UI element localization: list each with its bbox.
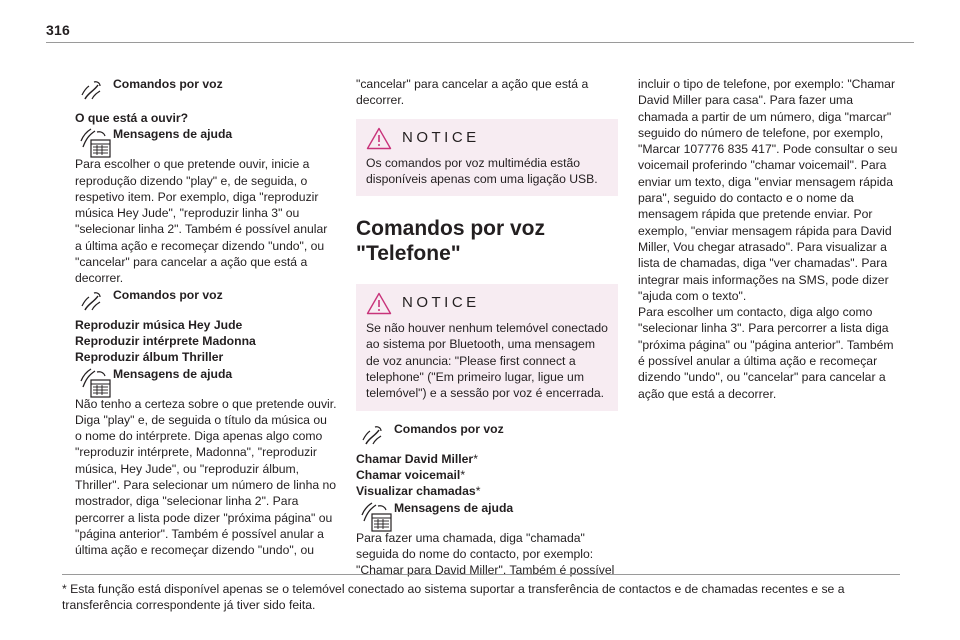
voice-commands-label: Comandos por voz [394, 421, 504, 436]
voice-command-icon [79, 289, 103, 313]
voice-commands-label: Comandos por voz [113, 77, 223, 91]
warning-icon [366, 127, 392, 150]
help-messages-label: Mensagens de ajuda [113, 127, 233, 142]
voice-command-icon [360, 423, 384, 447]
command-example: Reproduzir música Hey Jude [75, 317, 243, 332]
notice-box [356, 119, 618, 197]
voice-commands-header [75, 76, 337, 100]
help-messages-label: Mensagens de ajuda [113, 366, 233, 381]
command-example [356, 467, 618, 483]
help-text: Para fazer uma chamada, diga "chamada" seguida do nome do contacto, por exemplo: "Chamar para David Miller". Também é possível [356, 530, 615, 578]
notice-title: NOTICE [402, 294, 480, 312]
header-rule [46, 42, 914, 43]
help-message-icon [77, 367, 113, 399]
notice-box [356, 284, 618, 410]
footnote-mark: * [475, 484, 481, 499]
command-example: Reproduzir álbum Thriller [75, 350, 224, 365]
footnote-mark: * [460, 467, 466, 482]
command-example [356, 451, 618, 467]
help-messages-header [75, 126, 337, 156]
question-text: O que está a ouvir? [75, 111, 189, 125]
column-1 [75, 76, 337, 559]
help-text-1: Para escolher o que pretende ouvir, inicie a reprodução dizendo "play" e, de seguida, o respetivo item. Por exemplo, diga "reproduzir música Hey Jude", "reproduzir linha 3" ou "selecionar linha 2". Também é possível anular a última ação e recomeçar dizendo "undo", ou "cancelar" para cancelar a ação que está a decorrer. [75, 157, 328, 286]
command-text: Visualizar chamadas [356, 484, 476, 499]
body-paragraph: incluir o tipo de telefone, por exemplo: "Chamar David Miller para casa". Para fazer uma chamada a partir de um número, diga "marcar" seguido do número de telefone, por exemplo, "Marcar 107776 835 417". Pode consultar o seu voicemail proferindo "chamar voicemail". Para enviar um texto, diga "enviar mensagem rápida para", seguido do contacto e o nome da mensagem rápida que pretende enviar. Por exemplo, "enviar mensagem rápida para David Miller, Vou chegar atrasado". Para visualizar a lista de chamadas, diga "ver chamadas". Para integrar mais informações na SMS, pode dizer "ajuda com o texto". [638, 77, 898, 303]
footnote: * Esta função está disponível apenas se o telemóvel conectado ao sistema suportar a transferência de contactos e de chamadas recentes e se a transferência correspondente já tiver sido feita. [62, 582, 845, 613]
voice-commands-label: Comandos por voz [113, 287, 223, 302]
column-2 [356, 76, 618, 578]
voice-command-icon [79, 78, 103, 102]
section-heading: Comandos por voz "Telefone" [356, 217, 546, 266]
voice-commands-header [75, 287, 337, 311]
voice-commands-header [356, 421, 618, 445]
command-text: Chamar voicemail [356, 467, 461, 482]
continuation-text: "cancelar" para cancelar a ação que está a decorrer. [356, 77, 589, 108]
help-message-icon [358, 501, 394, 533]
column-3 [638, 76, 900, 402]
footnote-mark: * [473, 451, 478, 466]
command-example [356, 483, 618, 499]
help-messages-header [356, 500, 618, 530]
help-text-2: Não tenho a certeza sobre o que pretende ouvir. Diga "play" e, de seguida o título da música ou o nome do intérprete. Diga apenas algo como "reproduzir intérprete, Madonna", "reproduzir música, Hey Jude", ou "reproduzir álbum, Thriller". Para selecionar um número de linha no mostrador, diga "selecionar linha 2". Para percorrer a lista pode dizer "próxima página" ou "página anterior". Também é possível anular a última ação e recomeçar dizendo "undo", ou [75, 396, 337, 558]
help-messages-header [75, 366, 337, 396]
command-text: Chamar David Miller [356, 451, 474, 466]
notice-title: NOTICE [402, 128, 480, 146]
command-example: Reproduzir intérprete Madonna [75, 333, 256, 348]
footnote-rule [62, 574, 900, 575]
help-messages-label: Mensagens de ajuda [394, 500, 514, 515]
notice-text: Os comandos por voz multimédia estão disponíveis apenas com uma ligação USB. [366, 155, 598, 186]
warning-icon [366, 292, 392, 315]
page-number: 316 [46, 22, 70, 38]
notice-text: Se não houver nenhum telemóvel conectado ao sistema por Bluetooth, uma mensagem de voz anuncia: "Please first connect a telephone" ("Em primeiro lugar, ligue um telemóvel") e a sessão por voz é encerrada. [366, 321, 608, 401]
body-paragraph: Para escolher um contacto, diga algo como "selecionar linha 3". Para percorrer a lista diga "próxima página" ou "página anterior". Também é possível anular a última ação e recomeçar dizendo "undo", ou "cancelar" para cancelar a ação que está a decorrer. [638, 305, 894, 401]
help-message-icon [77, 127, 113, 159]
